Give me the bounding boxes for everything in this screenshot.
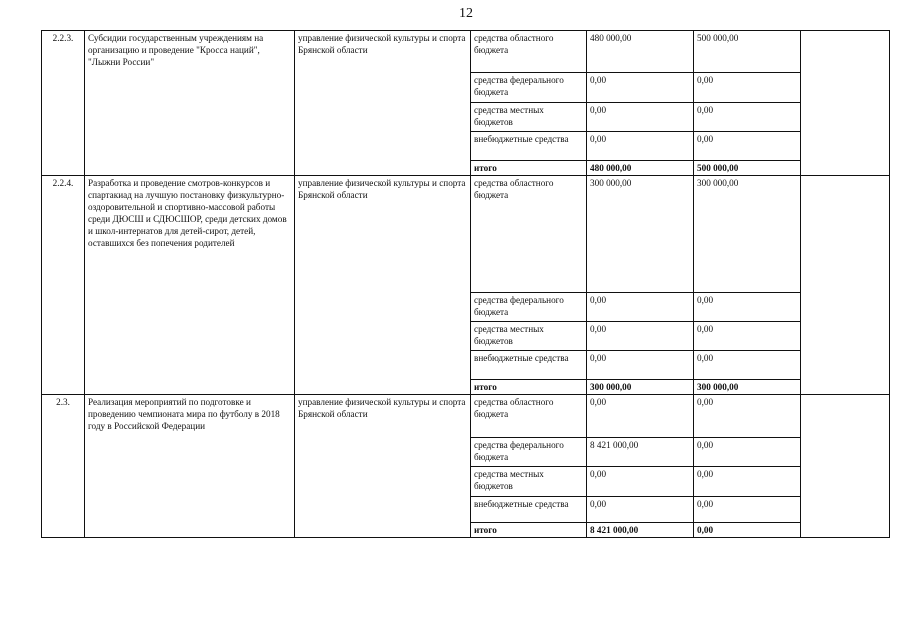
amount-col1: 0,00 (587, 103, 694, 132)
amount-col2: 0,00 (694, 322, 801, 351)
total-label: итого (471, 161, 587, 176)
amount-col1: 300 000,00 (587, 176, 694, 293)
funding-source: средства местных бюджетов (471, 103, 587, 132)
item-number: 2.3. (42, 395, 85, 538)
amount-col2: 0,00 (694, 132, 801, 161)
amount-col2: 300 000,00 (694, 176, 801, 293)
budget-table (41, 30, 890, 538)
item-number: 2.2.4. (42, 176, 85, 395)
empty-cell (801, 31, 890, 176)
amount-col1: 0,00 (587, 497, 694, 523)
amount-col2: 0,00 (694, 351, 801, 380)
funding-source: средства федерального бюджета (471, 438, 587, 467)
amount-col1: 0,00 (587, 395, 694, 438)
total-label: итого (471, 380, 587, 395)
table-row (42, 395, 890, 438)
total-col1: 8 421 000,00 (587, 523, 694, 538)
amount-col2: 0,00 (694, 395, 801, 438)
amount-col1: 480 000,00 (587, 31, 694, 73)
amount-col1: 0,00 (587, 322, 694, 351)
table-row (42, 176, 890, 293)
total-col1: 300 000,00 (587, 380, 694, 395)
item-executor: управление физической культуры и спорта Брянской области (295, 176, 471, 395)
amount-col1: 8 421 000,00 (587, 438, 694, 467)
item-number: 2.2.3. (42, 31, 85, 176)
amount-col2: 0,00 (694, 293, 801, 322)
funding-source: средства областного бюджета (471, 31, 587, 73)
total-col2: 500 000,00 (694, 161, 801, 176)
table-row (42, 31, 890, 73)
empty-cell (801, 176, 890, 395)
total-label: итого (471, 523, 587, 538)
item-description: Реализация мероприятий по подготовке и проведению чемпионата мира по футболу в 2018 году в Российской Федерации (85, 395, 295, 538)
item-description: Субсидии государственным учреждениям на организацию и проведение "Кросса наций", "Лыжни России" (85, 31, 295, 176)
funding-source: средства федерального бюджета (471, 73, 587, 103)
amount-col1: 0,00 (587, 293, 694, 322)
funding-source: средства местных бюджетов (471, 322, 587, 351)
page-number: 12 (459, 6, 473, 21)
funding-source: внебюджетные средства (471, 351, 587, 380)
amount-col2: 0,00 (694, 73, 801, 103)
amount-col2: 0,00 (694, 467, 801, 497)
funding-source: средства областного бюджета (471, 395, 587, 438)
funding-source: внебюджетные средства (471, 497, 587, 523)
amount-col1: 0,00 (587, 467, 694, 497)
amount-col1: 0,00 (587, 132, 694, 161)
amount-col2: 0,00 (694, 497, 801, 523)
amount-col2: 0,00 (694, 438, 801, 467)
amount-col1: 0,00 (587, 73, 694, 103)
funding-source: внебюджетные средства (471, 132, 587, 161)
funding-source: средства местных бюджетов (471, 467, 587, 497)
amount-col2: 0,00 (694, 103, 801, 132)
item-executor: управление физической культуры и спорта Брянской области (295, 31, 471, 176)
funding-source: средства федерального бюджета (471, 293, 587, 322)
item-executor: управление физической культуры и спорта Брянской области (295, 395, 471, 538)
funding-source: средства областного бюджета (471, 176, 587, 293)
amount-col1: 0,00 (587, 351, 694, 380)
item-description: Разработка и проведение смотров-конкурсов и спартакиад на лучшую постановку физкультурно-оздоровительной и спортивно-массовой работы среди ДЮСШ и СДЮСШОР, среди детских домов и школ-интернатов для детей-сирот, детей, оставшихся без попечения родителей (85, 176, 295, 395)
amount-col2: 500 000,00 (694, 31, 801, 73)
total-col1: 480 000,00 (587, 161, 694, 176)
total-col2: 0,00 (694, 523, 801, 538)
total-col2: 300 000,00 (694, 380, 801, 395)
empty-cell (801, 395, 890, 538)
